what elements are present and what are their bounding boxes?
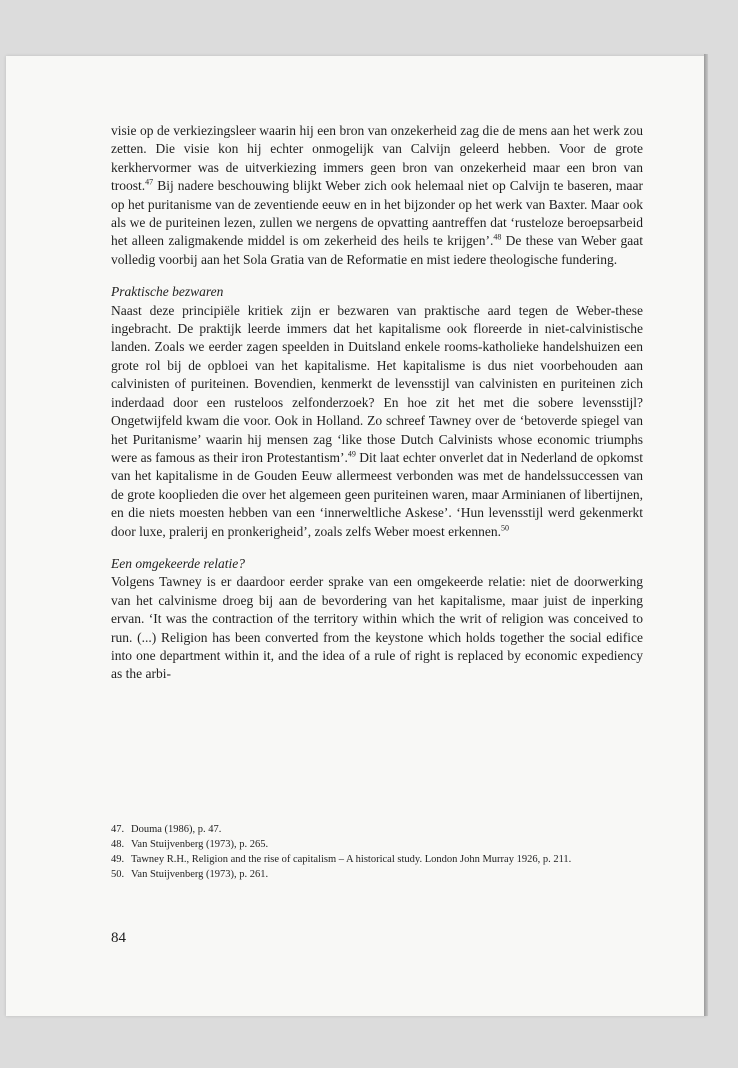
footnote-ref-48[interactable]: 48 [493, 232, 502, 242]
page-number: 84 [111, 930, 126, 946]
paragraph-2-part-2: Dit laat echter onverlet dat in Nederland de opkomst van het kapitalisme in de Gouden Eeuw allermeest verbonden was met de handelssuccessen van de grote kooplieden die over het algemeen geen puriteinen waren, maar Arminianen of libertijnen, en die niets moesten hebben van een ‘innerweltliche Askese’. ‘Hun levensstijl werd gekenmerkt door luxe, pralerij en pronkerigheid’, zoals zelfs Weber moest erkennen. [111, 449, 643, 539]
footnote-number: 47. [111, 824, 125, 835]
footnote-ref-47[interactable]: 47 [145, 177, 154, 187]
footnote-text: Douma (1986), p. 47. [131, 824, 222, 835]
section-heading-omgekeerde-relatie: Een omgekeerde relatie? [111, 555, 245, 571]
paragraph-2-part-1: Naast deze principiële kritiek zijn er bezwaren van praktische aard tegen de Weber-these ingebracht. De praktijk leerde immers dat het kapitalisme ook floreerde in niet-calvinistische landen. Zoals we eerder zagen speelden in Duitsland enkele rooms-katholieke handelshuizen een grote rol bij de opbloei van het kapitalisme. Het kapitalisme is dus niet voorbehouden aan calvinisten of puriteinen. Bovendien, kenmerkt de levensstijl van calvinisten en puriteinen zich inderdaad door een rusteloos zelfonderzoek? En hoe zit het met die sobere levensstijl? Ongetwijfeld kwam die voor. Ook in Holland. Zo schreef Tawney over de ‘betoverde spiegel van het Puritanisme’ waarin hij mensen zag ‘like those Dutch Calvinists whose economic triumphs were as famous as their iron Protestantism’. [111, 302, 643, 465]
footnote-text: Van Stuijvenberg (1973), p. 261. [131, 869, 269, 880]
footnote-number: 49. [111, 854, 125, 865]
footnotes [111, 822, 651, 882]
footnote-ref-50[interactable]: 50 [501, 523, 510, 533]
paragraph-1-part-3: De these van Weber gaat volledig voorbij aan het Sola Gratia van de Reformatie en mist iedere theologische fundering. [111, 233, 643, 267]
paragraph-3: Volgens Tawney is er daardoor eerder sprake van een omgekeerde relatie: niet de doorwerking van het calvinisme droeg bij aan de bevordering van het kapitalisme, maar juist de inperking ervan. ‘It was the contraction of the territory within which the writ of religion was conceived to run. (...) Religion has been converted from the keystone which holds together the social edifice into one department within it, and the idea of a rule of right is replaced by economic expediency as the arbi- [111, 574, 643, 682]
footnote-text: Van Stuijvenberg (1973), p. 265. [131, 839, 269, 850]
paragraph-1-part-1: visie op de verkiezingsleer waarin hij een bron van onzekerheid zag die de mens aan het werk zou zetten. Die visie kon hij echter onmogelijk van Calvijn geleerd hebben. Voor de grote kerkhervormer was de uitverkiezing immers geen bron van onzekerheid maar een bron van troost. [111, 123, 643, 194]
footnote-49 [111, 852, 651, 867]
footnote-50 [111, 867, 651, 882]
footnote-number: 48. [111, 839, 125, 850]
paragraph-2 [111, 302, 643, 541]
footnote-number: 50. [111, 869, 125, 880]
page-spine-edge [704, 54, 708, 1016]
footnote-47 [111, 822, 651, 837]
footnote-48 [111, 837, 651, 852]
section-heading-praktische-bezwaren: Praktische bezwaren [111, 284, 224, 300]
paragraph-1-part-2: Bij nadere beschouwing blijkt Weber zich ook helemaal niet op Calvijn te baseren, maar op het puritanisme van de zeventiende eeuw en in het bijzonder op het werk van Baxter. Maar ook als we de puriteinen lezen, zullen we nergens de opvatting aantreffen dat ‘rusteloze beroepsarbeid het alleen zaligmakende middel is om zekerheid des heils te krijgen’. [111, 178, 643, 249]
body-text [111, 122, 643, 684]
paragraph-1 [111, 122, 643, 269]
footnote-text: Tawney R.H., Religion and the rise of capitalism – A historical study. London John Murray 1926, p. 211. [131, 854, 572, 865]
footnote-ref-49[interactable]: 49 [347, 449, 356, 459]
